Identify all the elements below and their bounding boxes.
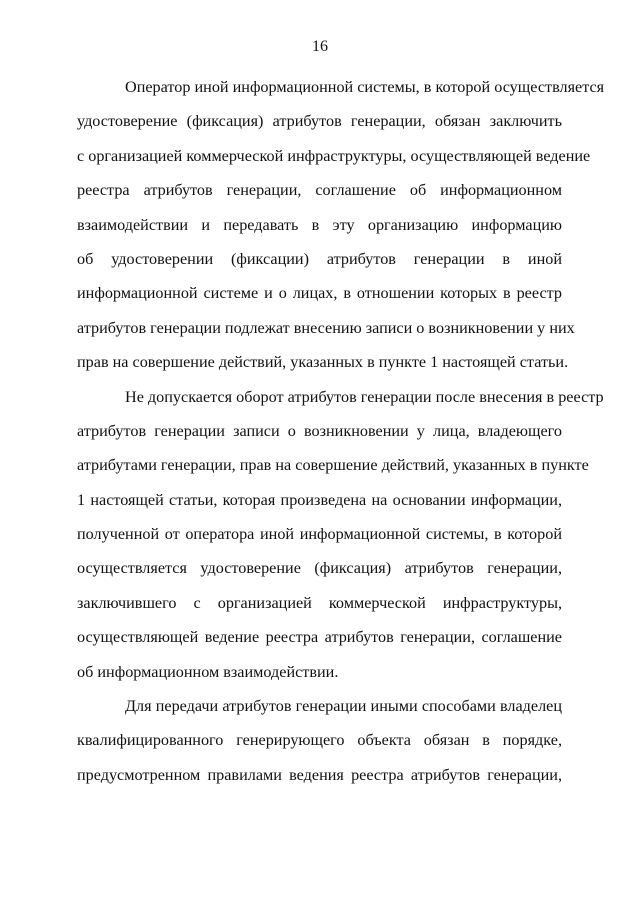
text-line: информационной системе и о лицах, в отношении которых в реестр — [77, 284, 562, 303]
text-line: с организацией коммерческой инфраструктуры, осуществляющей ведение — [77, 146, 591, 165]
text-line: осуществляется удостоверение (фиксация) атрибутов генерации, — [77, 559, 562, 578]
text-line: атрибутов генерации записи о возникновении у лица, владеющего — [77, 421, 562, 440]
text-line: 1 настоящей статьи, которая произведена на основании информации, — [77, 490, 562, 509]
text-line: Оператор иной информационной системы, в которой осуществляется — [125, 78, 605, 96]
text-line: удостоверение (фиксация) атрибутов генерации, обязан заключить — [77, 112, 562, 131]
text-line: об информационном взаимодействии. — [77, 662, 339, 681]
text-line: Не допускается оборот атрибутов генерации после внесения в реестр — [125, 387, 604, 406]
text-line: предусмотренном правилами ведения реестра атрибутов генерации, — [77, 765, 562, 784]
document-body — [77, 70, 605, 792]
text-line: прав на совершение действий, указанных в пункте 1 настоящей статьи. — [77, 353, 569, 372]
paragraph-1 — [77, 70, 605, 380]
paragraph-3 — [77, 689, 562, 792]
text-line: полученной от оператора иной информационной системы, в которой — [77, 525, 562, 544]
text-line: заключившего с организацией коммерческой инфраструктуры, — [77, 593, 562, 612]
paragraph-2 — [77, 380, 604, 690]
page-number: 16 — [312, 38, 328, 55]
text-line: об удостоверении (фиксации) атрибутов генерации в иной — [77, 249, 562, 268]
text-line: осуществляющей ведение реестра атрибутов генерации, соглашение — [77, 628, 562, 647]
text-line: атрибутами генерации, прав на совершение действий, указанных в пункте — [77, 456, 589, 475]
text-line: Для передачи атрибутов генерации иными способами владелец — [125, 697, 562, 716]
text-line: атрибутов генерации подлежат внесению записи о возникновении у них — [77, 318, 575, 337]
text-line: реестра атрибутов генерации, соглашение об информационном — [77, 181, 562, 200]
text-line: взаимодействии и передавать в эту организацию информацию — [77, 215, 562, 234]
text-line: квалифицированного генерирующего объекта обязан в порядке, — [77, 731, 562, 750]
